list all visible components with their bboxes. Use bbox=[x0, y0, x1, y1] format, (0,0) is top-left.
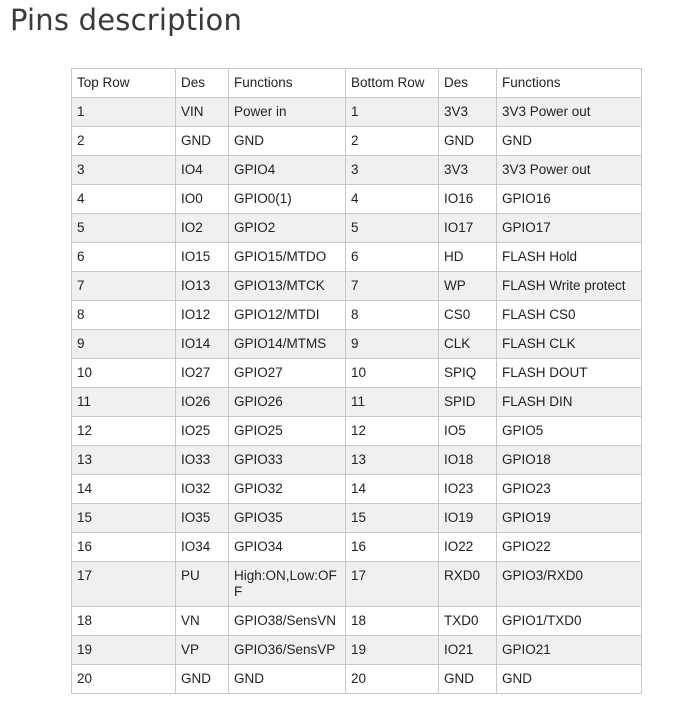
cell-top-row-number: 13 bbox=[72, 446, 176, 475]
cell-bottom-row-number: 18 bbox=[346, 607, 439, 636]
cell-top-function: GND bbox=[229, 665, 346, 694]
cell-top-des: IO32 bbox=[176, 475, 229, 504]
cell-top-des: PU bbox=[176, 562, 229, 607]
cell-bottom-row-number: 13 bbox=[346, 446, 439, 475]
cell-bottom-des: IO22 bbox=[439, 533, 497, 562]
cell-top-row-number: 4 bbox=[72, 185, 176, 214]
cell-top-function: GPIO34 bbox=[229, 533, 346, 562]
cell-bottom-des: WP bbox=[439, 272, 497, 301]
table-row bbox=[72, 388, 642, 417]
table-row bbox=[72, 607, 642, 636]
cell-bottom-des: IO16 bbox=[439, 185, 497, 214]
table-row bbox=[72, 533, 642, 562]
cell-bottom-des: RXD0 bbox=[439, 562, 497, 607]
cell-bottom-function: GPIO3/RXD0 bbox=[497, 562, 642, 607]
cell-top-function: GPIO38/SensVN bbox=[229, 607, 346, 636]
cell-top-des: IO25 bbox=[176, 417, 229, 446]
cell-bottom-row-number: 7 bbox=[346, 272, 439, 301]
table-row bbox=[72, 417, 642, 446]
cell-top-row-number: 2 bbox=[72, 127, 176, 156]
cell-bottom-function: GPIO16 bbox=[497, 185, 642, 214]
table-row bbox=[72, 475, 642, 504]
cell-top-des: VN bbox=[176, 607, 229, 636]
cell-bottom-function: GPIO22 bbox=[497, 533, 642, 562]
cell-bottom-row-number: 5 bbox=[346, 214, 439, 243]
table-row bbox=[72, 562, 642, 607]
cell-top-row-number: 20 bbox=[72, 665, 176, 694]
cell-top-function: GPIO32 bbox=[229, 475, 346, 504]
cell-top-des: IO13 bbox=[176, 272, 229, 301]
cell-top-function: GPIO27 bbox=[229, 359, 346, 388]
cell-bottom-function: GND bbox=[497, 127, 642, 156]
cell-bottom-function: GPIO1/TXD0 bbox=[497, 607, 642, 636]
cell-top-row-number: 17 bbox=[72, 562, 176, 607]
cell-bottom-row-number: 1 bbox=[346, 98, 439, 127]
header-top-des: Des bbox=[176, 69, 229, 98]
table-row bbox=[72, 504, 642, 533]
cell-top-function: Power in bbox=[229, 98, 346, 127]
cell-top-row-number: 18 bbox=[72, 607, 176, 636]
header-row bbox=[72, 69, 642, 98]
cell-top-function: GPIO12/MTDI bbox=[229, 301, 346, 330]
cell-top-function: GPIO4 bbox=[229, 156, 346, 185]
cell-top-des: IO33 bbox=[176, 446, 229, 475]
cell-bottom-des: IO19 bbox=[439, 504, 497, 533]
cell-top-des: GND bbox=[176, 665, 229, 694]
cell-top-des: IO15 bbox=[176, 243, 229, 272]
header-top-functions: Functions bbox=[229, 69, 346, 98]
cell-bottom-row-number: 20 bbox=[346, 665, 439, 694]
cell-top-row-number: 5 bbox=[72, 214, 176, 243]
cell-bottom-function: GPIO5 bbox=[497, 417, 642, 446]
cell-top-des: VIN bbox=[176, 98, 229, 127]
cell-top-function: GPIO26 bbox=[229, 388, 346, 417]
cell-bottom-des: GND bbox=[439, 665, 497, 694]
cell-bottom-des: IO23 bbox=[439, 475, 497, 504]
cell-bottom-function: FLASH CLK bbox=[497, 330, 642, 359]
cell-bottom-row-number: 10 bbox=[346, 359, 439, 388]
cell-bottom-des: IO5 bbox=[439, 417, 497, 446]
cell-bottom-row-number: 17 bbox=[346, 562, 439, 607]
cell-bottom-function: GND bbox=[497, 665, 642, 694]
cell-top-function: GPIO2 bbox=[229, 214, 346, 243]
cell-bottom-function: FLASH DIN bbox=[497, 388, 642, 417]
cell-top-function: GPIO14/MTMS bbox=[229, 330, 346, 359]
cell-bottom-des: 3V3 bbox=[439, 98, 497, 127]
cell-top-function: GPIO36/SensVP bbox=[229, 636, 346, 665]
cell-bottom-function: FLASH DOUT bbox=[497, 359, 642, 388]
cell-top-des: IO26 bbox=[176, 388, 229, 417]
cell-top-function: GPIO35 bbox=[229, 504, 346, 533]
cell-top-row-number: 1 bbox=[72, 98, 176, 127]
cell-top-row-number: 3 bbox=[72, 156, 176, 185]
cell-top-function: GPIO25 bbox=[229, 417, 346, 446]
cell-top-des: IO27 bbox=[176, 359, 229, 388]
cell-bottom-function: 3V3 Power out bbox=[497, 156, 642, 185]
pins-table bbox=[71, 68, 642, 694]
cell-top-row-number: 12 bbox=[72, 417, 176, 446]
cell-top-function: GND bbox=[229, 127, 346, 156]
table-row bbox=[72, 156, 642, 185]
table-row bbox=[72, 359, 642, 388]
cell-top-row-number: 11 bbox=[72, 388, 176, 417]
cell-top-row-number: 15 bbox=[72, 504, 176, 533]
cell-bottom-row-number: 9 bbox=[346, 330, 439, 359]
cell-top-des: GND bbox=[176, 127, 229, 156]
table-row bbox=[72, 636, 642, 665]
cell-bottom-des: SPID bbox=[439, 388, 497, 417]
cell-top-des: IO34 bbox=[176, 533, 229, 562]
cell-top-function: GPIO33 bbox=[229, 446, 346, 475]
header-bottom-des: Des bbox=[439, 69, 497, 98]
table-row bbox=[72, 98, 642, 127]
header-bottom-row: Bottom Row bbox=[346, 69, 439, 98]
cell-bottom-des: GND bbox=[439, 127, 497, 156]
pins-table-body bbox=[72, 98, 642, 694]
cell-bottom-function: FLASH CS0 bbox=[497, 301, 642, 330]
header-bottom-functions: Functions bbox=[497, 69, 642, 98]
cell-top-function: GPIO13/MTCK bbox=[229, 272, 346, 301]
page-title: Pins description bbox=[10, 3, 243, 37]
cell-top-row-number: 19 bbox=[72, 636, 176, 665]
cell-bottom-des: IO18 bbox=[439, 446, 497, 475]
cell-top-des: IO35 bbox=[176, 504, 229, 533]
table-row bbox=[72, 127, 642, 156]
cell-top-function: GPIO15/MTDO bbox=[229, 243, 346, 272]
table-row bbox=[72, 185, 642, 214]
cell-bottom-row-number: 8 bbox=[346, 301, 439, 330]
cell-bottom-row-number: 6 bbox=[346, 243, 439, 272]
cell-top-row-number: 10 bbox=[72, 359, 176, 388]
table-row bbox=[72, 665, 642, 694]
cell-top-function: GPIO0(1) bbox=[229, 185, 346, 214]
cell-bottom-row-number: 19 bbox=[346, 636, 439, 665]
cell-bottom-des: HD bbox=[439, 243, 497, 272]
table-row bbox=[72, 214, 642, 243]
table-row bbox=[72, 330, 642, 359]
cell-bottom-des: CS0 bbox=[439, 301, 497, 330]
cell-bottom-function: FLASH Hold bbox=[497, 243, 642, 272]
cell-bottom-function: GPIO23 bbox=[497, 475, 642, 504]
cell-bottom-function: GPIO18 bbox=[497, 446, 642, 475]
cell-bottom-des: CLK bbox=[439, 330, 497, 359]
cell-bottom-function: 3V3 Power out bbox=[497, 98, 642, 127]
table-row bbox=[72, 243, 642, 272]
cell-top-des: IO2 bbox=[176, 214, 229, 243]
cell-bottom-function: GPIO17 bbox=[497, 214, 642, 243]
cell-top-row-number: 14 bbox=[72, 475, 176, 504]
cell-bottom-row-number: 11 bbox=[346, 388, 439, 417]
cell-bottom-des: IO17 bbox=[439, 214, 497, 243]
cell-bottom-row-number: 15 bbox=[346, 504, 439, 533]
cell-top-des: IO4 bbox=[176, 156, 229, 185]
cell-bottom-row-number: 2 bbox=[346, 127, 439, 156]
table-row bbox=[72, 301, 642, 330]
cell-bottom-function: FLASH Write protect bbox=[497, 272, 642, 301]
cell-bottom-des: IO21 bbox=[439, 636, 497, 665]
cell-bottom-row-number: 12 bbox=[346, 417, 439, 446]
cell-bottom-row-number: 4 bbox=[346, 185, 439, 214]
table-row bbox=[72, 272, 642, 301]
cell-top-row-number: 8 bbox=[72, 301, 176, 330]
table-row bbox=[72, 446, 642, 475]
cell-bottom-function: GPIO21 bbox=[497, 636, 642, 665]
header-top-row: Top Row bbox=[72, 69, 176, 98]
cell-top-des: IO0 bbox=[176, 185, 229, 214]
cell-bottom-row-number: 3 bbox=[346, 156, 439, 185]
cell-top-des: IO12 bbox=[176, 301, 229, 330]
cell-top-function: High:ON,Low:OFF bbox=[229, 562, 346, 607]
cell-bottom-des: TXD0 bbox=[439, 607, 497, 636]
cell-bottom-row-number: 16 bbox=[346, 533, 439, 562]
cell-top-row-number: 6 bbox=[72, 243, 176, 272]
cell-top-des: VP bbox=[176, 636, 229, 665]
cell-bottom-row-number: 14 bbox=[346, 475, 439, 504]
cell-bottom-des: SPIQ bbox=[439, 359, 497, 388]
pins-table-header bbox=[72, 69, 642, 98]
cell-top-row-number: 16 bbox=[72, 533, 176, 562]
cell-top-des: IO14 bbox=[176, 330, 229, 359]
cell-bottom-function: GPIO19 bbox=[497, 504, 642, 533]
cell-top-row-number: 7 bbox=[72, 272, 176, 301]
cell-top-row-number: 9 bbox=[72, 330, 176, 359]
cell-bottom-des: 3V3 bbox=[439, 156, 497, 185]
